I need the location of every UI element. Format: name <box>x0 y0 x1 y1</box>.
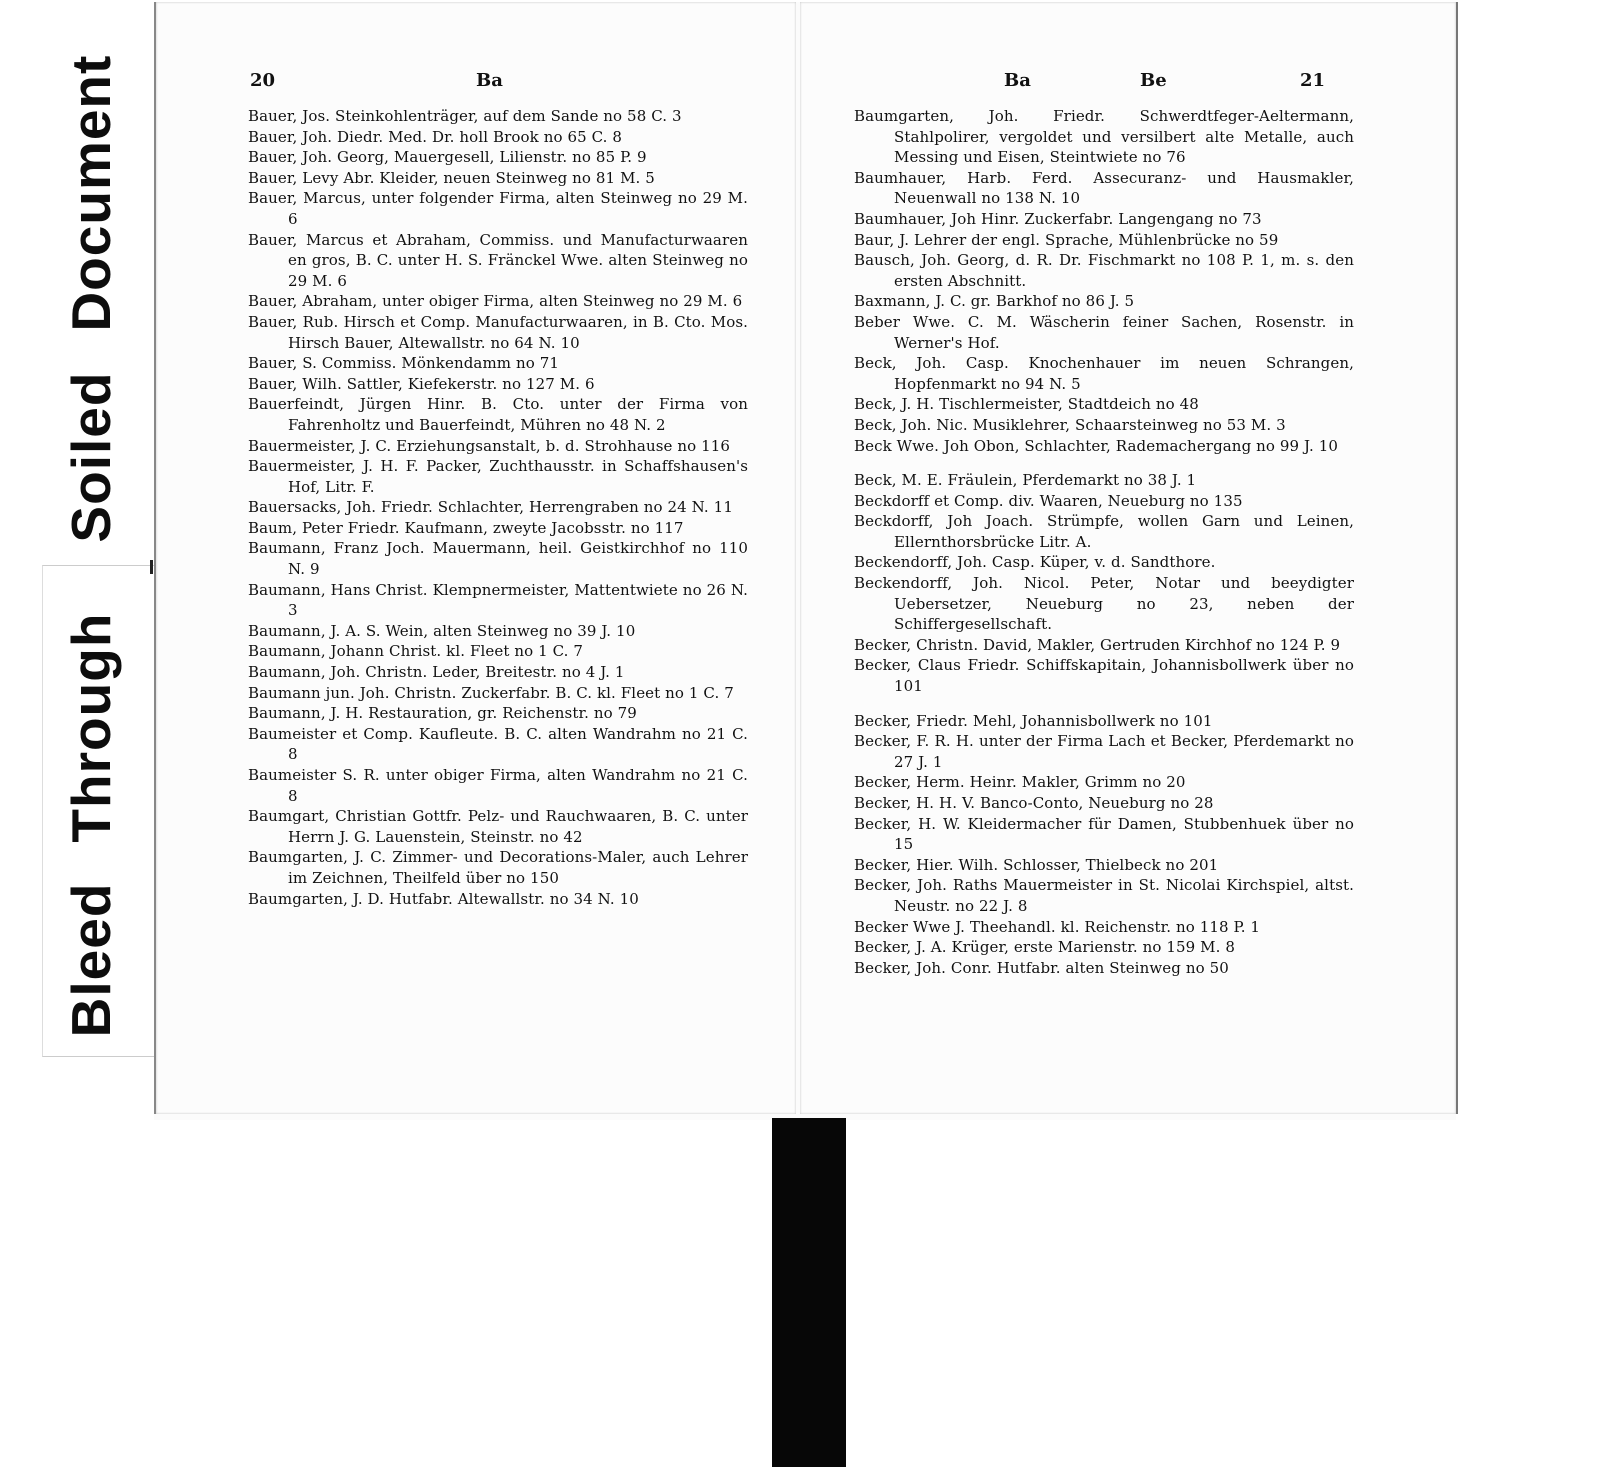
right-entries-list <box>854 106 1354 978</box>
label-word-1: Bleed <box>60 882 122 1038</box>
directory-entry: Bauersacks, Joh. Friedr. Schlachter, Herrengraben no 24 N. 11 <box>248 498 733 517</box>
directory-entry: Baumhauer, Joh Hinr. Zuckerfabr. Langengang no 73 <box>854 209 1262 228</box>
vertical-label <box>26 6 156 1086</box>
directory-entry: Baumann, Hans Christ. Klempnermeister, Mattentwiete no 26 N. 3 <box>248 580 748 620</box>
directory-entry: Beck, M. E. Fräulein, Pferdemarkt no 38 J. 1 <box>854 471 1197 490</box>
directory-entry: Baumann jun. Joh. Christn. Zuckerfabr. B. C. kl. Fleet no 1 C. 7 <box>248 683 734 702</box>
left-page <box>154 2 796 1114</box>
directory-entry: Baumgarten, J. C. Zimmer- und Decorations-Maler, auch Lehrer im Zeichnen, Theilfeld über no 150 <box>248 848 748 887</box>
bookmark-ribbon <box>772 1118 846 1467</box>
directory-entry: Baumgarten, J. D. Hutfabr. Altewallstr. no 34 N. 10 <box>248 889 639 908</box>
directory-entry: Baur, J. Lehrer der engl. Sprache, Mühlenbrücke no 59 <box>854 230 1279 249</box>
directory-entry: Beck, Joh. Nic. Musiklehrer, Schaarsteinweg no 53 M. 3 <box>854 415 1286 434</box>
directory-entry: Baumeister S. R. unter obiger Firma, alten Wandrahm no 21 C. 8 <box>248 766 748 805</box>
directory-entry: Becker, J. A. Krüger, erste Marienstr. no 159 M. 8 <box>854 938 1235 957</box>
right-page <box>800 2 1458 1114</box>
directory-entry: Beckdorff et Comp. div. Waaren, Neueburg no 135 <box>854 491 1243 510</box>
directory-entry: Bauer, Marcus et Abraham, Commiss. und Manufacturwaaren en gros, B. C. unter H. S. Fränckel Wwe. alten Steinweg no 29 M. 6 <box>248 230 748 290</box>
directory-entry: Bauer, S. Commiss. Mönkendamm no 71 <box>248 354 560 373</box>
directory-entry: Baum, Peter Friedr. Kaufmann, zweyte Jacobsstr. no 117 <box>248 518 684 537</box>
directory-entry: Becker, H. W. Kleidermacher für Damen, Stubbenhuek über no 15 <box>854 814 1354 854</box>
label-word-3: Soiled <box>60 371 122 543</box>
directory-entry: Beckendorff, Joh. Casp. Küper, v. d. Sandthore. <box>854 553 1216 572</box>
directory-entry: Bausch, Joh. Georg, d. R. Dr. Fischmarkt no 108 P. 1, m. s. den ersten Abschnitt. <box>854 251 1354 290</box>
directory-entry: Bauer, Levy Abr. Kleider, neuen Steinweg no 81 M. 5 <box>248 168 655 187</box>
directory-entry: Baumgarten, Joh. Friedr. Schwerdtfeger-Aeltermann, Stahlpolirer, vergoldet und versilbert alte Metalle, auch Messing und Eisen, Steintwiete no 76 <box>854 107 1354 167</box>
separator-mark <box>150 560 153 574</box>
directory-entry: Baumann, J. H. Restauration, gr. Reichenstr. no 79 <box>248 704 637 723</box>
directory-entry: Baxmann, J. C. gr. Barkhof no 86 J. 5 <box>854 292 1135 311</box>
directory-entry: Baumann, J. A. S. Wein, alten Steinweg no 39 J. 10 <box>248 621 636 640</box>
directory-entry: Becker, Friedr. Mehl, Johannisbollwerk no 101 <box>854 711 1213 730</box>
right-page-heading-right: Be <box>1140 70 1167 91</box>
directory-entry: Beber Wwe. C. M. Wäscherin feiner Sachen, Rosenstr. in Werner's Hof. <box>854 312 1354 352</box>
directory-entry: Beckendorff, Joh. Nicol. Peter, Notar und beeydigter Uebersetzer, Neueburg no 23, neben der Schiffergesellschaft. <box>854 574 1354 634</box>
left-page-heading: Ba <box>476 70 503 91</box>
directory-entry: Becker Wwe J. Theehandl. kl. Reichenstr. no 118 P. 1 <box>854 917 1261 936</box>
directory-entry: Bauer, Wilh. Sattler, Kiefekerstr. no 127 M. 6 <box>248 374 595 393</box>
right-page-number: 21 <box>1300 70 1326 91</box>
directory-entry: Bauer, Rub. Hirsch et Comp. Manufacturwaaren, in B. Cto. Mos. Hirsch Bauer, Altewallstr. no 64 N. 10 <box>248 312 748 352</box>
vertical-label-text <box>59 55 123 1038</box>
directory-entry: Bauer, Joh. Georg, Mauergesell, Lilienstr. no 85 P. 9 <box>248 148 647 167</box>
left-entries-list <box>248 106 748 909</box>
directory-entry: Baumann, Johann Christ. kl. Fleet no 1 C. 7 <box>248 642 584 661</box>
directory-entry: Becker, Joh. Conr. Hutfabr. alten Steinweg no 50 <box>854 958 1229 977</box>
directory-entry: Becker, Christn. David, Makler, Gertruden Kirchhof no 124 P. 9 <box>854 635 1341 654</box>
directory-entry: Becker, H. H. V. Banco-Conto, Neueburg no 28 <box>854 794 1214 812</box>
directory-entry: Bauermeister, J. C. Erziehungsanstalt, b. d. Strohhause no 116 <box>248 436 731 455</box>
directory-entry: Becker, Claus Friedr. Schiffskapitain, Johannisbollwerk über no 101 <box>854 656 1354 696</box>
directory-entry: Bauer, Abraham, unter obiger Firma, alten Steinweg no 29 M. 6 <box>248 292 743 311</box>
directory-entry: Baumeister et Comp. Kaufleute. B. C. alten Wandrahm no 21 C. 8 <box>248 724 748 764</box>
directory-entry: Bauer, Jos. Steinkohlenträger, auf dem Sande no 58 C. 3 <box>248 107 682 125</box>
directory-entry: Beck, Joh. Casp. Knochenhauer im neuen Schrangen, Hopfenmarkt no 94 N. 5 <box>854 354 1354 393</box>
book-spread <box>154 2 1456 1120</box>
right-page-heading-left: Ba <box>1004 70 1031 91</box>
directory-entry: Baumann, Joh. Christn. Leder, Breitestr. no 4 J. 1 <box>248 663 625 682</box>
label-word-4: Document <box>60 54 122 332</box>
directory-entry: Bauer, Joh. Diedr. Med. Dr. holl Brook no 65 C. 8 <box>248 127 623 146</box>
directory-entry: Becker, F. R. H. unter der Firma Lach et Becker, Pferdemarkt no 27 J. 1 <box>854 732 1354 771</box>
left-page-number: 20 <box>250 70 276 91</box>
directory-entry: Bauermeister, J. H. F. Packer, Zuchthausstr. in Schaffshausen's Hof, Litr. F. <box>248 457 748 496</box>
label-word-2: Through <box>60 612 122 843</box>
directory-entry: Beck, J. H. Tischlermeister, Stadtdeich no 48 <box>854 395 1199 414</box>
directory-entry: Beckdorff, Joh Joach. Strümpfe, wollen Garn und Leinen, Ellernthorsbrücke Litr. A. <box>854 512 1354 551</box>
directory-entry: Baumgart, Christian Gottfr. Pelz- und Rauchwaaren, B. C. unter Herrn J. G. Lauenstein, Steinstr. no 42 <box>248 807 748 846</box>
directory-entry: Becker, Herm. Heinr. Makler, Grimm no 20 <box>854 773 1186 792</box>
directory-entry: Baumann, Franz Joch. Mauermann, heil. Geistkirchhof no 110 N. 9 <box>248 539 748 579</box>
directory-entry: Becker, Joh. Raths Mauermeister in St. Nicolai Kirchspiel, altst. Neustr. no 22 J. 8 <box>854 876 1354 915</box>
directory-entry: Bauer, Marcus, unter folgender Firma, alten Steinweg no 29 M. 6 <box>248 189 748 228</box>
directory-entry: Baumhauer, Harb. Ferd. Assecuranz- und Hausmakler, Neuenwall no 138 N. 10 <box>854 168 1354 208</box>
directory-entry: Bauerfeindt, Jürgen Hinr. B. Cto. unter der Firma von Fahrenholtz und Bauerfeindt, Mühren no 48 N. 2 <box>248 395 748 434</box>
directory-entry: Beck Wwe. Joh Obon, Schlachter, Rademachergang no 99 J. 10 <box>854 436 1339 455</box>
directory-entry: Becker, Hier. Wilh. Schlosser, Thielbeck no 201 <box>854 855 1219 874</box>
